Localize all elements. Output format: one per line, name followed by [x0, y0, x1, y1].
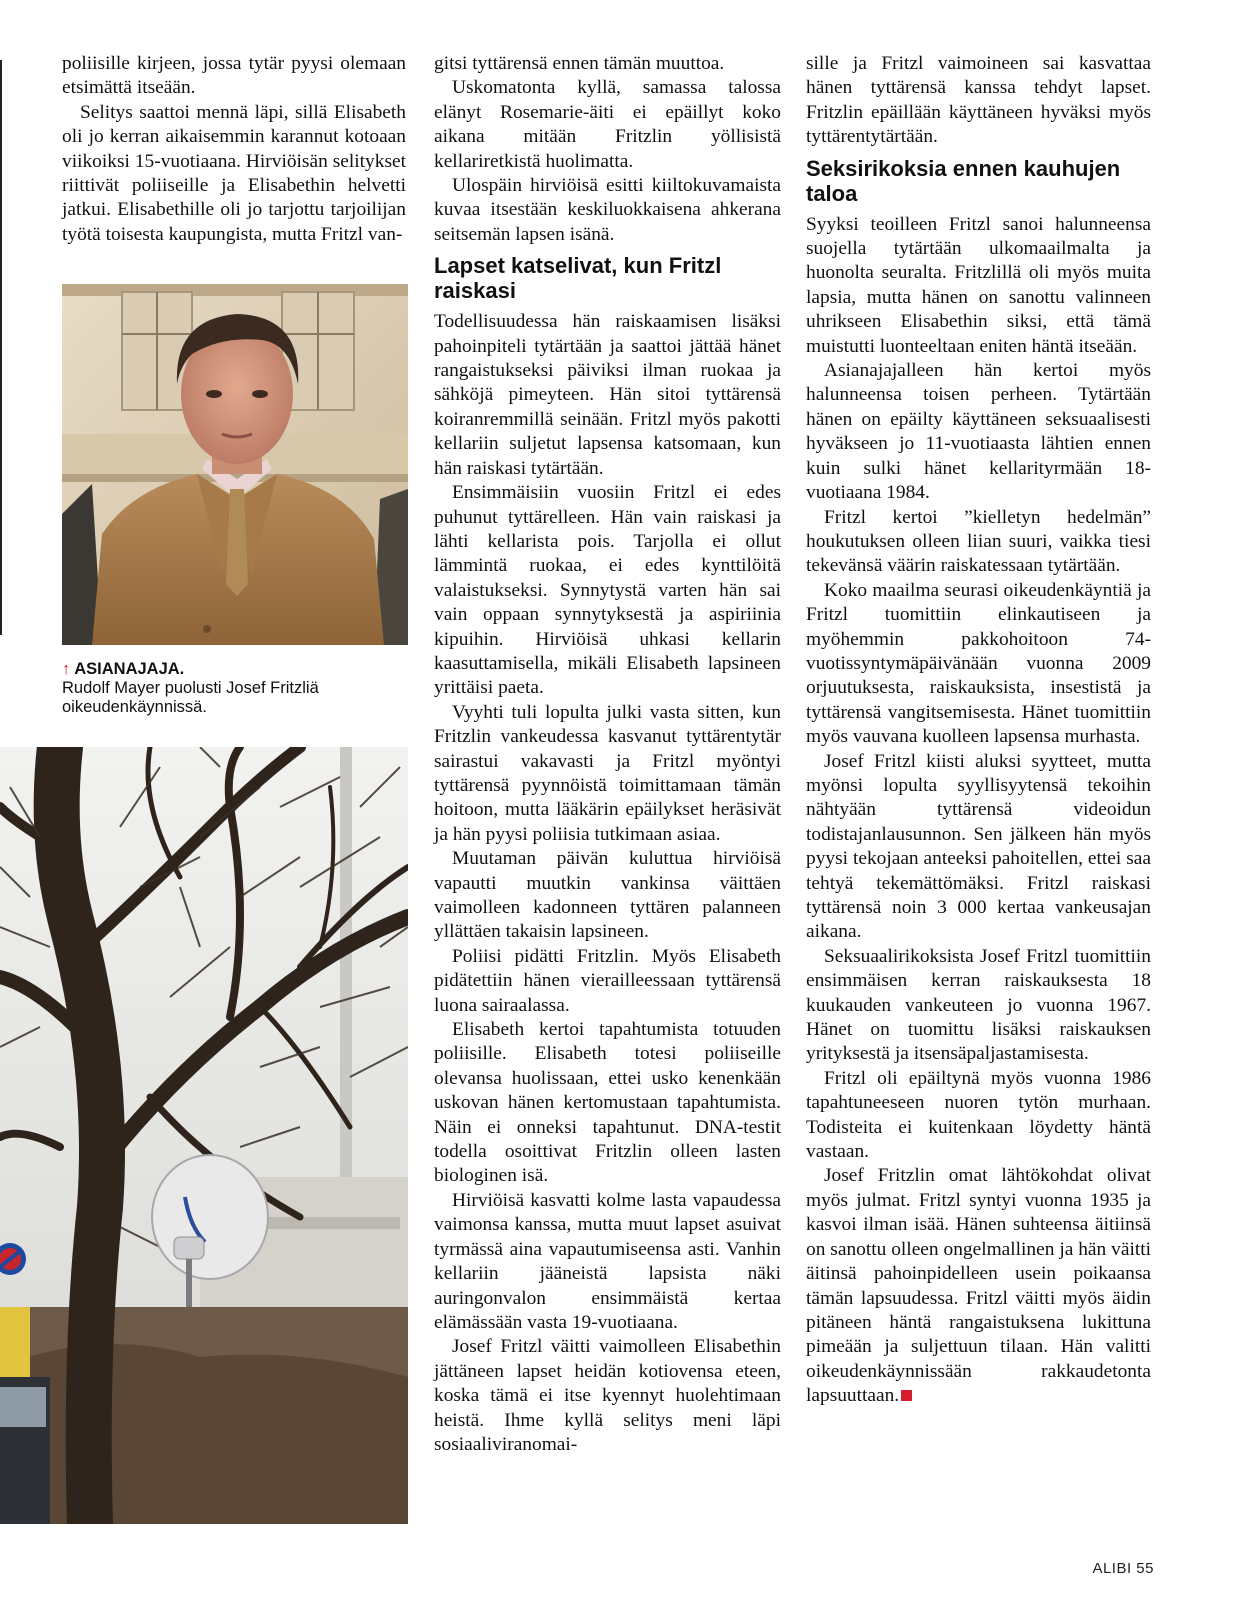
- paragraph: Syyksi teoilleen Fritzl sanoi halunneensa suojella tytärtään ulkomaailmalta ja huonolta seuralta. Fritzlillä oli myös muita lapsia, mutta hänen on sanottu valinneen uhrikseen Elisabethin siksi, että tämä muistutti luonteeltaan eniten häntä itseään.: [806, 213, 1151, 357]
- paragraph: Selitys saattoi mennä läpi, sillä Elisabeth oli jo kerran aikaisemmin karannut kotoaan viikoiksi 15-vuotiaana. Hirviöisän selitykset riittivät poliiseille ja Elisabethin helvetti jatkui. Elisabethille oli jo tarjottu tarjoilijan työtä toisesta kaupungista, mutta Fritzl van-: [62, 101, 406, 245]
- paragraph: Poliisi pidätti Fritzlin. Myös Elisabeth pidätettiin hänen vierailleessaan tyttärensä luona sairaalassa.: [434, 945, 781, 1016]
- caption-heading: ASIANAJAJA.: [74, 660, 185, 678]
- paragraph: Elisabeth kertoi tapahtumista totuuden poliisille. Elisabeth totesi poliiseille olevansa huolissaan, ettei usko kenenkään uskovan hänen kertomustaan tapahtumista. Näin ei onneksi tapahtunut. DNA-testit todella osoittivat Fritzlin olleen lasten biologinen isä.: [434, 1019, 781, 1187]
- photo-caption: [62, 660, 362, 717]
- caption-heading-line: [62, 660, 362, 679]
- paragraph: Josef Fritzl kiisti aluksi syytteet, mutta myönsi lopulta syyllisyytensä tekoihin nähtyään tyttärensä videoidun todistajanlausunnon. Sen jälkeen hän myös pyysi tekojaan anteeksi pahoitellen, ettei saa tehtyä tekemättömäksi. Fritzl raiskasi tyttärensä noin 3 000 kertaa vankeusajan aikana.: [806, 750, 1151, 943]
- subheading: Lapset katselivat, kun Fritzl raiskasi: [434, 253, 722, 304]
- subheading: Seksirikoksia ennen kauhujen taloa: [806, 155, 1121, 206]
- left-edge-rule: [0, 60, 2, 635]
- final-paragraph-text: Josef Fritzlin omat lähtökohdat olivat myös julmat. Fritzl syntyi vuonna 1935 ja kasvoi ilman isää. Hänen suhteensa äitiinsä on sanottu olleen ongelmallinen ja hän väitti äitinsä pahoinpidelleen usein poikaansa tämän lapsuudessa. Fritzl väitti myös äidin pitäneen häntä rangaistuksena lukittuna pimeään ja suljettuun tilaan. Hän valitti oikeudenkäynnissään rakkaudetonta lapsuuttaan.: [806, 1165, 1151, 1407]
- end-square-icon: [901, 1390, 912, 1401]
- arrow-up-icon: ↑: [62, 660, 71, 678]
- caption-text: Rudolf Mayer puolusti Josef Fritzliä oikeudenkäynnissä.: [62, 679, 319, 716]
- paragraph: gitsi tyttärensä ennen tämän muuttoa.: [434, 53, 725, 74]
- lawyer-portrait-image: [62, 284, 408, 645]
- paragraph: Asianajajalleen hän kertoi myös halunneensa toisen perheen. Tytärtään hänen on epäilty käyttäneen seksuaalisesti hyväkseen jo 11-vuotiaasta lähtien ennen kuin sulki hänet kellarityrmään 18-vuotiaana 1984.: [806, 360, 1151, 504]
- paragraph: sille ja Fritzl vaimoineen sai kasvattaa hänen tyttärensä kanssa tehdyt lapset. Fritzlin epäillään käyttäneen hyväksi myös tyttärentytärtään.: [806, 53, 1151, 148]
- paragraph: Fritzl oli epäiltynä myös vuonna 1986 tapahtuneeseen nuoren tytön murhaan. Todisteita ei kuitenkaan löydetty häntä vastaan.: [806, 1067, 1151, 1163]
- tree-and-satellite-dish-image: [0, 747, 408, 1524]
- paragraph: Muutaman päivän kuluttua hirviöisä vapautti muutkin vankinsa väittäen vaimolleen kadonneen tyttären palanneen yllättäen takaisin lapsineen.: [434, 848, 781, 943]
- paragraph: Josef Fritzl väitti vaimolleen Elisabethin jättäneen lapset heidän kotiovensa eteen, koska tämä ei itse kyennyt huolehtimaan heistä. Ihme kyllä selitys meni läpi sosiaaliviranomai-: [434, 1336, 781, 1455]
- paragraph: Seksuaalirikoksista Josef Fritzl tuomittiin ensimmäisen kerran raiskauksesta 18 kuukauden vankeuteen jo vuonna 1967. Hänet on tuomittu lisäksi raiskauksen yrityksestä ja itsensäpaljastamisesta.: [806, 945, 1151, 1065]
- page-folio: ALIBI 55: [1092, 1560, 1154, 1577]
- column-1: [62, 52, 406, 247]
- paragraph: Hirviöisä kasvatti kolme lasta vapaudessa vaimonsa kanssa, mutta muut lapset asuivat tyrmässä aina vapautumiseensa asti. Vanhin kellariin jääneistä lapsista näki auringonvalon ensimmäistä kertaa elämässään vasta 19-vuotiaana.: [434, 1189, 781, 1333]
- column-2: [434, 52, 781, 1457]
- house-exterior-photo: [0, 747, 408, 1524]
- paragraph-final: [806, 1164, 1151, 1408]
- paragraph: Vyyhti tuli lopulta julki vasta sitten, kun Fritzlin vankeudessa kasvanut tyttärentytär sairastui vakavasti ja Fritzl myöntyi tyttärensä pyynnöistä toimittamaan tämän hoitoon, mutta lääkärin epäilykset heräsivät ja hän pyysi poliisia tutkimaan asiaa.: [434, 701, 781, 845]
- paragraph: poliisille kirjeen, jossa tytär pyysi olemaan etsimättä itseään.: [62, 53, 406, 99]
- lawyer-portrait-photo: [62, 284, 408, 645]
- paragraph: Fritzl kertoi ”kielletyn hedelmän” houkutuksen olleen liian suuri, vaikka tiesi tekevänsä väärin raiskatessaan tytärtään.: [806, 506, 1151, 577]
- paragraph: Ensimmäisiin vuosiin Fritzl ei edes puhunut tyttärelleen. Hän vain raiskasi ja lähti kellarista pois. Tarjolla ei ollut lämmintä ruokaa, ei edes kynttilöitä valaistukseksi. Synnytystä varten hän sai vain oppaan synnytyksestä ja aspiriinia kipuihin. Hirviöisä uhkasi kellarin kaasuttamisella, mikäli Elisabeth lapsineen yrittäisi paeta.: [434, 482, 781, 699]
- paragraph: Todellisuudessa hän raiskaamisen lisäksi pahoinpiteli tytärtään ja saattoi jättää hänet rangaistukseksi päiviksi ilman ruokaa ja sähköjä pimeyteen. Hän sitoi tyttärensä koiranremmillä seinään. Fritzl myös pakotti kellariin suljetut lapsensa katsomaan, kun hän raiskasi tytärtään.: [434, 311, 781, 479]
- paragraph: Ulospäin hirviöisä esitti kiiltokuvamaista kuvaa itsestään keskiluokkaisena ahkerana seitsemän lapsen isänä.: [434, 175, 781, 245]
- paragraph: Koko maailma seurasi oikeudenkäyntiä ja Fritzl tuomittiin elinkautiseen ja myöhemmin pakkohoitoon 74-vuotissyntymäpäivänään vuonna 2009 orjuutuksesta, raiskauksista, insestistä ja tyttärensä vangitsemisesta. Hänet tuomittiin myös vauvana kuolleen lapsensa murhasta.: [806, 579, 1151, 748]
- column-3: [806, 52, 1151, 1409]
- paragraph: Uskomatonta kyllä, samassa talossa elänyt Rosemarie-äiti ei epäillyt koko aikana mitään Fritzlin yöllisistä kellariretkistä huolimatta.: [434, 77, 781, 172]
